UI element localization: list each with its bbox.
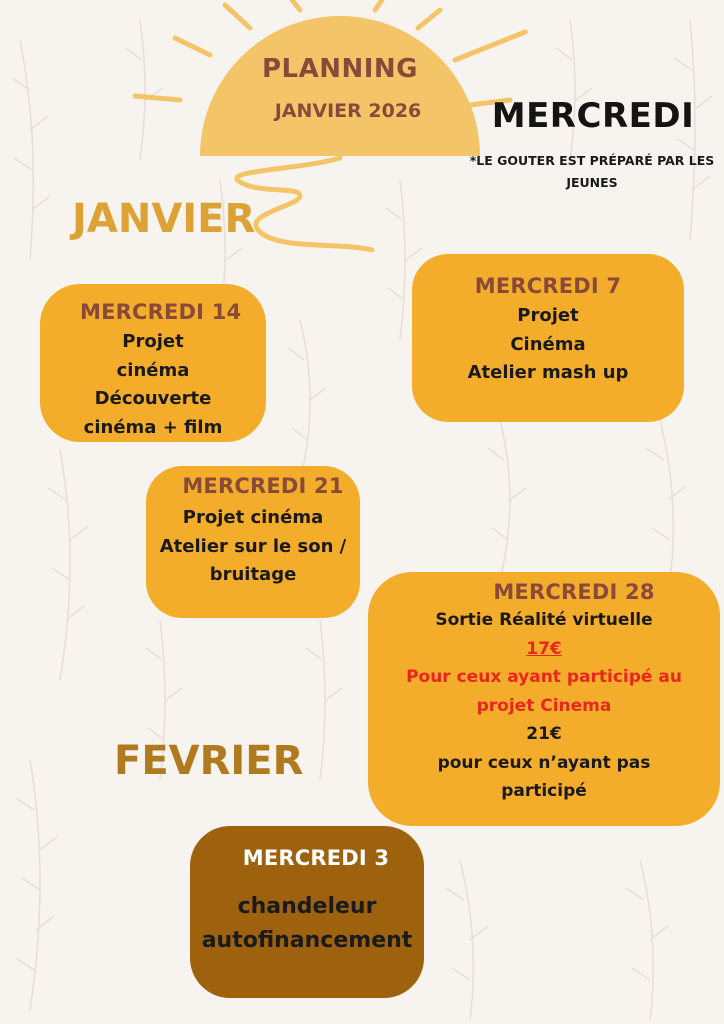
event-detail-line: Sortie Réalité virtuelle (435, 610, 653, 630)
event-detail-line: projet Cinema (476, 695, 612, 716)
event-detail-line: Cinéma (510, 333, 586, 355)
event-detail-line: Projet (122, 331, 184, 352)
event-detail-line: Découverte (94, 388, 212, 409)
event-detail-line: cinéma (116, 359, 190, 381)
snack-note-line: *LE GOUTER EST PRÉPARÉ PAR LES (469, 153, 715, 168)
event-detail-line: Pour ceux ayant participé au (406, 667, 682, 687)
planning-subtitle: JANVIER 2026 (274, 100, 422, 122)
price-member: 17€ (526, 638, 562, 659)
month-heading-february: FEVRIER (114, 738, 304, 784)
event-detail-line: Atelier mash up (467, 362, 629, 383)
event-detail-line: chandeleur (237, 894, 377, 919)
event-card-title: MERCREDI 7 (474, 274, 622, 298)
event-detail-line: pour ceux n’ayant pas (437, 752, 651, 773)
event-detail-line: Projet (517, 305, 579, 326)
event-card-title: MERCREDI 14 (80, 300, 242, 324)
event-detail-line: Projet cinéma (182, 507, 324, 528)
event-detail-line: cinéma + film (83, 416, 223, 438)
event-card-details (40, 328, 266, 442)
event-card-details (146, 504, 360, 590)
event-card-title: MERCREDI 3 (242, 846, 390, 870)
event-detail-line: autofinancement (201, 928, 413, 953)
event-card-mercredi-3 (190, 826, 424, 998)
event-card-mercredi-7 (412, 254, 684, 422)
event-detail-line: Atelier sur le son / (159, 535, 347, 557)
event-card-details (412, 302, 684, 388)
month-heading-january: JANVIER (72, 196, 256, 242)
event-card-mercredi-21 (146, 466, 360, 618)
planning-title: PLANNING (261, 54, 419, 84)
snack-note (462, 152, 722, 196)
event-card-details (368, 606, 720, 806)
day-heading: MERCREDI (491, 96, 695, 136)
price-non-member: 21€ (526, 724, 562, 744)
event-card-mercredi-28 (368, 572, 720, 826)
event-card-title: MERCREDI 21 (182, 474, 344, 498)
event-card-title: MERCREDI 28 (493, 580, 655, 604)
event-detail-line: bruitage (209, 564, 297, 585)
event-detail-line: participé (501, 781, 587, 801)
snack-note-line: JEUNES (566, 175, 618, 190)
event-card-mercredi-14 (40, 284, 266, 442)
event-card-details (190, 890, 424, 958)
